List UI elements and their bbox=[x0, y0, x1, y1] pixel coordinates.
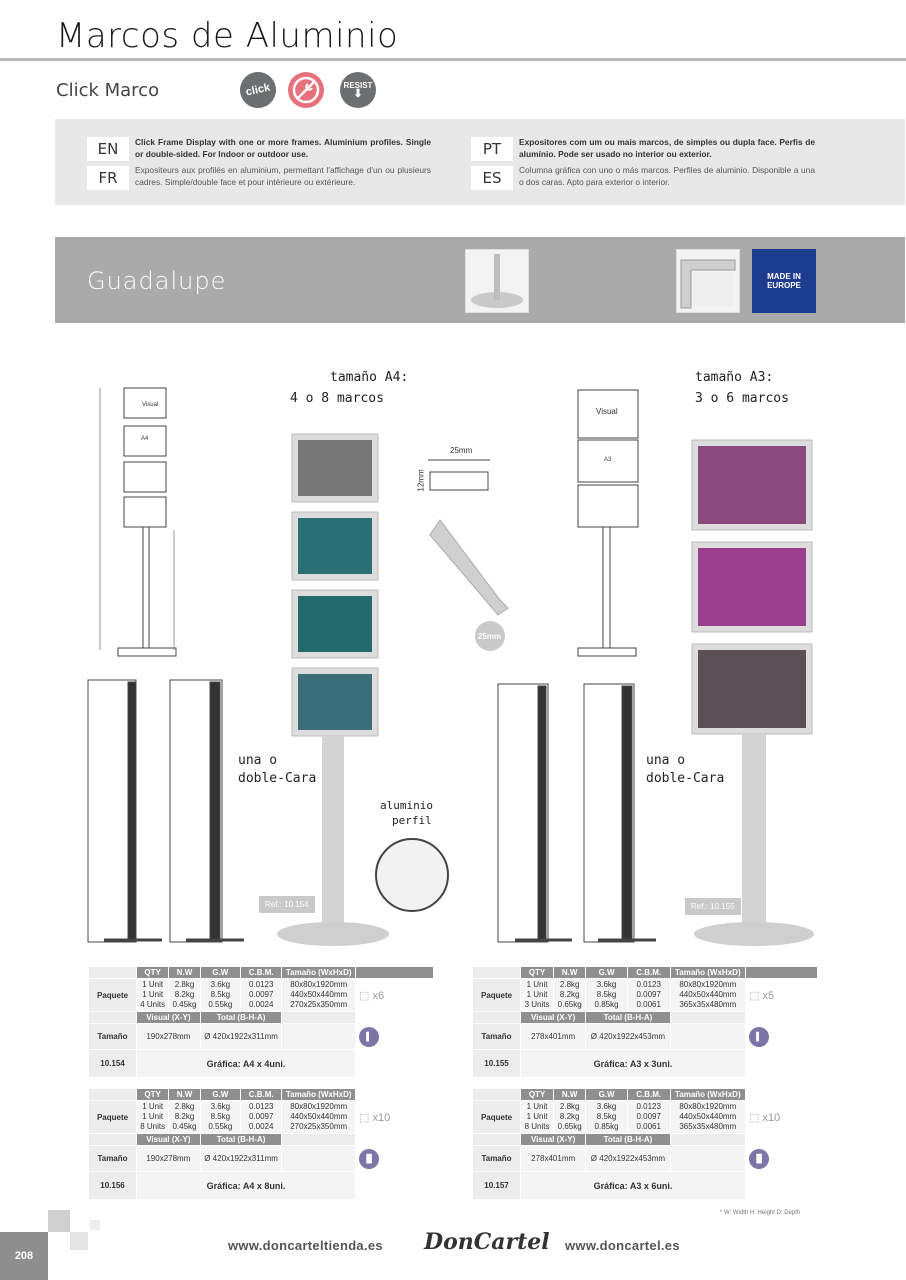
box-icon: ⬚ bbox=[749, 989, 763, 1002]
description-fr: Expositeurs aux profilés en aluminium, permettant l'affichage d'un ou plusieurs cadres. Simple/double face et pour intérieure ou extérieure. bbox=[135, 165, 431, 187]
profile-drawing bbox=[428, 460, 508, 651]
visual-label-right: Visual bbox=[596, 407, 618, 416]
box-icon: ⬚ bbox=[359, 1111, 373, 1124]
resist-badge-icon: RESIST ⬇ bbox=[340, 72, 376, 108]
annotation-a4-size: tamaño A4: bbox=[330, 370, 409, 385]
page-subtitle: Click Marco bbox=[56, 80, 160, 101]
box-count: ⬚ x5 bbox=[746, 979, 818, 1012]
lang-label-pt: PT bbox=[471, 137, 513, 161]
col-nw: N.W bbox=[169, 967, 200, 979]
url-right[interactable]: www.doncartel.es bbox=[565, 1238, 680, 1253]
description-en: Click Frame Display with one or more frames. Aluminium profiles. Single or double-sided. For Indoor or outdoor use. bbox=[135, 137, 431, 159]
a4-label: A4 bbox=[141, 436, 149, 442]
a3-label: A3 bbox=[604, 457, 612, 463]
col-size: Tamaño (WxHxD) bbox=[282, 967, 356, 979]
product-band bbox=[55, 237, 905, 323]
box-icon: ⬚ bbox=[749, 1111, 763, 1124]
footer-deco-square bbox=[70, 1232, 88, 1250]
no-tools-icon bbox=[288, 72, 324, 108]
annotation-profile-2: perfil bbox=[392, 814, 432, 827]
description-es: Columna gráfica con uno o más marcos. Perfiles de aluminio. Disponible a una o dos caras. Apto para exterior o interior. bbox=[519, 165, 815, 187]
spec-table-10156: QTY N.W G.W C.B.M. Tamaño (WxHxD) Paquete 1 Unit 1 Unit 8 Units 2.8kg 8.2kg 0.45kg 3.6kg 8.5kg 0.55kg 0.0123 0.0097 0.0024 80x80x1920mm 440x50x440mm 270x25x350mm ⬚ x10 Visual (X-Y) Total (B-H-A) Tamaño 190x278mm Ø 420x1922x311mm ▐▌ 10.156 Gráfica: A4 x 8uni. bbox=[88, 1088, 434, 1200]
table-row: Paquete 1 Unit 1 Unit 3 Units 2.8kg 8.2kg 0.65kg 3.6kg 8.5kg 0.85kg 0.0123 0.0097 0.0061 80x80x1920mm 440x50x440mm 365x35x480mm ⬚ x5 bbox=[473, 979, 818, 1012]
table-row: Paquete 1 Unit 1 Unit 4 Units 2.8kg 8.2kg 0.45kg 3.6kg 8.5kg 0.55kg 0.0123 0.0097 0.0024 80x80x1920mm 440x50x440mm 270x25x350mm ⬚ x6 bbox=[89, 979, 434, 1012]
single-side-icon: ▌ bbox=[746, 1024, 818, 1050]
lang-label-es: ES bbox=[471, 166, 513, 190]
double-side-icon: ▐▌ bbox=[356, 1146, 434, 1172]
a3-stand bbox=[692, 440, 814, 946]
a3-technical-drawing bbox=[498, 390, 656, 942]
single-side-icon: ▌ bbox=[356, 1024, 434, 1050]
frame-corner-thumbnail bbox=[676, 249, 740, 313]
col-gw: G.W bbox=[200, 967, 240, 979]
box-count: ⬚ x6 bbox=[356, 979, 434, 1012]
profile-zoom-circle bbox=[376, 839, 448, 911]
made-in-europe-icon: MADE IN EUROPE bbox=[752, 249, 816, 313]
box-icon: ⬚ bbox=[359, 989, 373, 1002]
annotation-a4-frames: 4 o 8 marcos bbox=[290, 391, 384, 406]
annotation-a3-frames: 3 o 6 marcos bbox=[695, 391, 789, 406]
table-row: Paquete 1 Unit 1 Unit 8 Units 2.8kg 8.2kg 0.45kg 3.6kg 8.5kg 0.55kg 0.0123 0.0097 0.0024 80x80x1920mm 440x50x440mm 270x25x350mm ⬚ x10 bbox=[89, 1101, 434, 1134]
click-badge-icon: click bbox=[237, 69, 280, 112]
col-qty: QTY bbox=[137, 967, 169, 979]
product-name: Guadalupe bbox=[87, 267, 227, 295]
footer-deco-square bbox=[48, 1210, 70, 1232]
footnote: * W: Width H: Height D: Depth bbox=[720, 1210, 801, 1216]
annotation-profile-1: aluminio bbox=[380, 799, 433, 812]
profile-height: 12mm bbox=[416, 469, 426, 492]
a4-stand bbox=[277, 434, 389, 946]
annotation-a3-size: tamaño A3: bbox=[695, 370, 774, 385]
title-divider bbox=[0, 58, 906, 61]
base-thumbnail bbox=[465, 249, 529, 313]
profile-width: 25mm bbox=[450, 446, 473, 455]
page-number: 208 bbox=[0, 1232, 48, 1280]
ref-tag-left: Ref.: 10.154 bbox=[259, 896, 315, 913]
annotation-faces-left: una o doble-Cara bbox=[238, 753, 317, 786]
brand-logo: DonCartel bbox=[424, 1229, 550, 1255]
annotation-faces-right: una o doble-Cara bbox=[646, 753, 725, 786]
lang-label-en: EN bbox=[87, 137, 129, 161]
description-panel bbox=[55, 119, 905, 205]
visual-label-left: Visual bbox=[142, 402, 159, 408]
table-row: Paquete 1 Unit 1 Unit 8 Units 2.8kg 8.2kg 0.65kg 3.6kg 8.5kg 0.85kg 0.0123 0.0097 0.0061 80x80x1920mm 440x50x440mm 365x35x480mm ⬚ x10 bbox=[473, 1101, 818, 1134]
spec-table-10157: QTY N.W G.W C.B.M. Tamaño (WxHxD) Paquete 1 Unit 1 Unit 8 Units 2.8kg 8.2kg 0.65kg 3.6kg 8.5kg 0.85kg 0.0123 0.0097 0.0061 80x80x1920mm 440x50x440mm 365x35x480mm ⬚ x10 Visual (X-Y) Total (B-H-A) Tamaño 278x401mm Ø 420x1922x453mm ▐▌ 10.157 Gráfica: A3 x 6uni. bbox=[472, 1088, 818, 1200]
description-pt: Expositores com um ou mais marcos, de simples ou dupla face. Perfis de alumínio. Pode ser usado no interior ou exterior. bbox=[519, 137, 815, 159]
product-illustration bbox=[0, 330, 906, 955]
profile-circle-label: 25mm bbox=[478, 632, 502, 641]
a4-technical-drawing bbox=[88, 388, 244, 942]
ref-tag-right: Ref.: 10.155 bbox=[685, 898, 741, 915]
box-count: ⬚ x10 bbox=[746, 1101, 818, 1134]
col-cbm: C.B.M. bbox=[241, 967, 282, 979]
footer-deco-square bbox=[90, 1220, 100, 1230]
page-title: Marcos de Aluminio bbox=[56, 16, 399, 56]
row-label-paquete: Paquete bbox=[89, 979, 137, 1012]
lang-label-fr: FR bbox=[87, 166, 129, 190]
spec-table-10154: QTY N.W G.W C.B.M. Tamaño (WxHxD) Paquete 1 Unit 1 Unit 4 Units 2.8kg 8.2kg 0.45kg 3.6kg 8.5kg 0.55kg 0.0123 0.0097 0.0024 80x80x1920mm 440x50x440mm 270x25x350mm ⬚ x6 Visual (X-Y) Total (B-H-A) Tamaño 190x278mm Ø 420x1922x311mm ▌ 10.154 Gráfica: A4 x 4uni. bbox=[88, 966, 434, 1078]
url-left[interactable]: www.doncarteltienda.es bbox=[228, 1238, 383, 1253]
spec-table-10155: QTY N.W G.W C.B.M. Tamaño (WxHxD) Paquete 1 Unit 1 Unit 3 Units 2.8kg 8.2kg 0.65kg 3.6kg 8.5kg 0.85kg 0.0123 0.0097 0.0061 80x80x1920mm 440x50x440mm 365x35x480mm ⬚ x5 Visual (X-Y) Total (B-H-A) Tamaño 278x401mm Ø 420x1922x453mm ▌ 10.155 Gráfica: A3 x 3uni. bbox=[472, 966, 818, 1078]
double-side-icon: ▐▌ bbox=[746, 1146, 818, 1172]
box-count: ⬚ x10 bbox=[356, 1101, 434, 1134]
